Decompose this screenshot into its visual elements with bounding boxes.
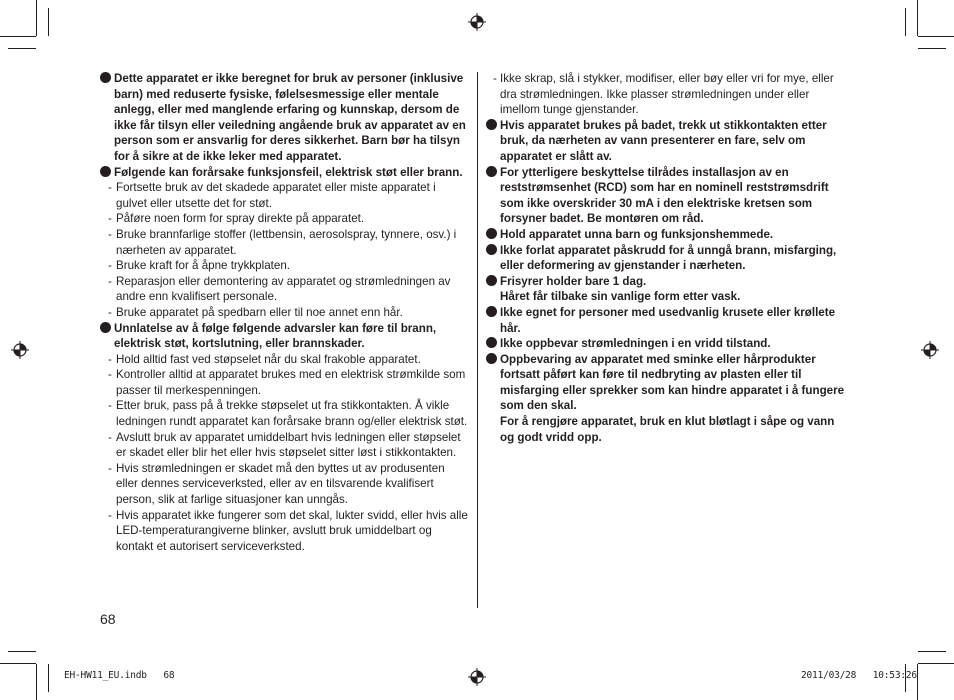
- bullet-dot-icon: [486, 228, 497, 239]
- registration-mark-icon: [11, 341, 29, 359]
- footer-date-info: 2011/03/28 10:53:26: [801, 670, 917, 681]
- dash-item: - Påføre noen form for spray direkte på apparatet.: [100, 211, 468, 227]
- crop-mark: [36, 0, 37, 36]
- left-column: [100, 71, 468, 554]
- bullet-text: Dette apparatet er ikke beregnet for bruk av personer (inklusive barn) med reduserte fysiske, følelsesmessige eller mentale anlegg, eller med manglende erfaring og kunnskap, dersom de ikke får tilsyn eller veiledning angående bruk av apparatet av en person som er ansvarlig for deres sikkerhet. Barn bør ha tilsyn for å sikre at de ikke leker med apparatet.: [114, 72, 466, 163]
- bullet-item: [486, 274, 848, 305]
- crop-mark: [0, 663, 36, 664]
- bullet-dot-icon: [486, 275, 497, 286]
- bullet-dot-icon: [100, 166, 111, 177]
- crop-mark: [36, 664, 37, 700]
- bullet-dot-icon: [486, 166, 497, 177]
- bullet-item: [486, 227, 848, 243]
- bullet-item: [486, 305, 848, 336]
- dash-text: Hvis strømledningen er skadet må den byttes ut av produsenten eller dennes serviceverksted, eller av en tilsvarende kvalifisert person, slik at farlige situasjoner kan unngås.: [116, 461, 445, 507]
- right-column: [486, 71, 848, 445]
- bullet-text-continued: For å rengjøre apparatet, bruk en klut bløtlagt i såpe og vann og godt vridd opp.: [500, 415, 835, 444]
- dash-text: Bruke kraft for å åpne trykkplaten.: [116, 259, 290, 273]
- registration-mark-icon: [921, 341, 939, 359]
- bullet-text: Oppbevaring av apparatet med sminke eller hårprodukter fortsatt påført kan føre til nedbryting av plasten eller til misfarging eller sprekker som kan hindre apparatet i å fungere som den skal.: [500, 352, 845, 413]
- bullet-text: Hvis apparatet brukes på badet, trekk ut stikkontakten etter bruk, da nærheten av vann presenterer en fare, selv om apparatet er slått av.: [500, 118, 827, 163]
- crop-mark: [918, 663, 954, 664]
- bullet-text: Ikke egnet for personer med usedvanlig krusete eller krøllete hår.: [500, 305, 836, 335]
- dash-item: - Fortsette bruk av det skadede apparatet eller miste apparatet i gulvet eller utsette det for støt.: [100, 180, 468, 211]
- bullet-text: Ikke forlat apparatet påskrudd for å unngå brann, misfarging, eller deformering av gjenstander i nærheten.: [500, 243, 837, 273]
- dash-item: - Hvis strømledningen er skadet må den byttes ut av produsenten eller dennes serviceverksted, eller av en tilsvarende kvalifisert person, slik at farlige situasjoner kan unngås.: [100, 461, 468, 508]
- bullet-item: [486, 352, 848, 446]
- dash-item: - Etter bruk, pass på å trekke støpselet ut fra stikkontakten. Å vikle ledningen rundt apparatet kan forårsake brann og/eller elektrisk støt.: [108, 399, 468, 429]
- bullet-dot-icon: [100, 72, 111, 83]
- bullet-dot-icon: [486, 244, 497, 255]
- bullet-item: [486, 243, 848, 274]
- footer-file-info: EH-HW11_EU.indb 68: [64, 670, 175, 681]
- bullet-dot-icon: [486, 119, 497, 130]
- dash-text: Hold alltid fast ved støpselet når du skal frakoble apparatet.: [116, 352, 421, 366]
- bullet-dot-icon: [486, 337, 497, 348]
- crop-mark: [918, 651, 946, 652]
- dash-item: - Reparasjon eller demontering av apparatet og strømledningen av andre enn kvalifisert personale.: [100, 274, 468, 305]
- dash-item: - Bruke brannfarlige stoffer (lettbensin, aerosolspray, tynnere, osv.) i nærheten av apparatet.: [100, 227, 468, 258]
- bullet-item: [486, 165, 848, 227]
- dash-item: - Avslutt bruk av apparatet umiddelbart hvis ledningen eller støpselet er skadet eller blir het eller hvis støpselet sitter løst i stikkontakten.: [100, 430, 468, 461]
- page-number: 68: [100, 611, 116, 627]
- bullet-item: [100, 321, 468, 352]
- crop-mark: [8, 48, 36, 49]
- column-divider: [477, 72, 478, 608]
- crop-mark: [918, 36, 954, 37]
- dash-text: Reparasjon eller demontering av apparatet og strømledningen av andre enn kvalifisert personale.: [116, 274, 451, 304]
- dash-text: Påføre noen form for spray direkte på apparatet.: [116, 212, 365, 226]
- bullet-text-continued: Håret får tilbake sin vanlige form etter vask.: [500, 290, 741, 304]
- bullet-item: [486, 118, 848, 165]
- bullet-text: Ikke oppbevar strømledningen i en vridd tilstand.: [500, 337, 771, 351]
- dash-item: - Bruke apparatet på spedbarn eller til noe annet enn hår.: [100, 305, 468, 321]
- crop-mark: [917, 664, 918, 700]
- dash-text: Ikke skrap, slå i stykker, modifiser, eller bøy eller vri for mye, eller dra strømledningen. Ikke plasser strømledningen under eller imellom tunge gjenstander.: [500, 72, 834, 117]
- crop-mark: [48, 8, 49, 36]
- bullet-dot-icon: [486, 353, 497, 364]
- bullet-item: [100, 165, 468, 181]
- bullet-dot-icon: [100, 322, 111, 333]
- crop-mark: [917, 0, 918, 36]
- crop-mark: [8, 651, 36, 652]
- dash-text: Fortsette bruk av det skadede apparatet eller miste apparatet i gulvet eller utsette det for støt.: [116, 181, 436, 210]
- dash-text: Bruke apparatet på spedbarn eller til noe annet enn hår.: [116, 305, 403, 319]
- dash-text: Avslutt bruk av apparatet umiddelbart hvis ledningen eller støpselet er skadet eller blir het eller hvis støpselet sitter løst i stikkontakten.: [116, 430, 461, 460]
- crop-mark: [48, 664, 49, 692]
- dash-item: - Bruke kraft for å åpne trykkplaten.: [100, 258, 468, 274]
- bullet-dot-icon: [486, 306, 497, 317]
- bullet-text: Unnlatelse av å følge følgende advarsler kan føre til brann, elektrisk støt, kortslutning, eller brannskader.: [114, 321, 437, 351]
- crop-mark: [918, 48, 946, 49]
- bullet-text: Hold apparatet unna barn og funksjonshemmede.: [500, 227, 774, 241]
- bullet-text: For ytterligere beskyttelse tilrådes installasjon av en reststrømsenhet (RCD) som har en nominell reststrømsdrift som ikke overskrider 30 mA i den elektriske kretsen som forsyner badet. Be montøren om råd.: [500, 165, 829, 226]
- registration-mark-icon: [468, 13, 486, 31]
- dash-item: - Ikke skrap, slå i stykker, modifiser, eller bøy eller vri for mye, eller dra strømledningen. Ikke plasser strømledningen under eller imellom tunge gjenstander.: [486, 71, 848, 118]
- dash-item: - Hvis apparatet ikke fungerer som det skal, lukter svidd, eller hvis alle LED-temperaturangiverne blinker, avslutt bruk umiddelbart og kontakt et autorisert serviceverksted.: [108, 508, 468, 553]
- dash-text: Kontroller alltid at apparatet brukes med en elektrisk strømkilde som passer til merkespenningen.: [116, 368, 466, 397]
- dash-text: Bruke brannfarlige stoffer (lettbensin, aerosolspray, tynnere, osv.) i nærheten av apparatet.: [116, 227, 457, 257]
- dash-text: Hvis apparatet ikke fungerer som det skal, lukter svidd, eller hvis alle LED-temperaturangiverne blinker, avslutt bruk umiddelbart og kontakt et autorisert serviceverksted.: [116, 508, 468, 553]
- dash-item: - Kontroller alltid at apparatet brukes med en elektrisk strømkilde som passer til merkespenningen.: [100, 367, 468, 398]
- bullet-item: [100, 71, 468, 165]
- dash-text: Etter bruk, pass på å trekke støpselet ut fra stikkontakten. Å vikle ledningen rundt apparatet kan forårsake brann og/eller elektrisk støt.: [116, 399, 468, 429]
- bullet-text: Følgende kan forårsake funksjonsfeil, elektrisk støt eller brann.: [114, 165, 463, 179]
- bullet-item: [486, 336, 848, 352]
- dash-item: - Hold alltid fast ved støpselet når du skal frakoble apparatet.: [100, 352, 468, 368]
- crop-mark: [905, 8, 906, 36]
- registration-mark-icon: [468, 668, 486, 686]
- bullet-text: Frisyrer holder bare 1 dag.: [500, 274, 647, 288]
- crop-mark: [0, 36, 36, 37]
